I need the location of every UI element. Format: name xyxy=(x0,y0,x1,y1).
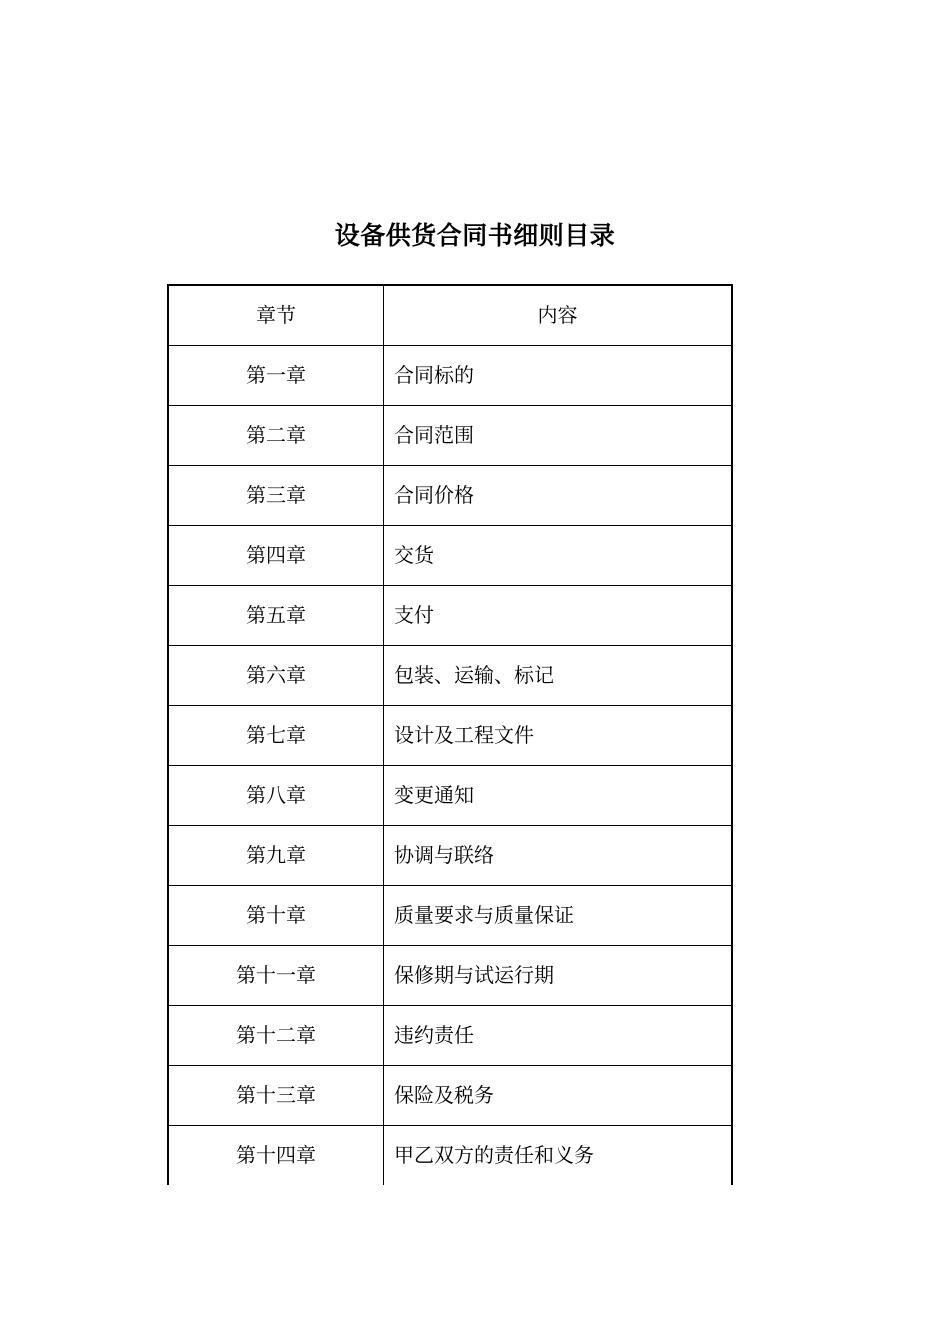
chapter-cell: 第十三章 xyxy=(168,1066,384,1126)
table-row xyxy=(168,1006,732,1066)
column-header-chapter: 章节 xyxy=(168,285,384,346)
table-row xyxy=(168,946,732,1006)
table-row xyxy=(168,886,732,946)
content-cell: 支付 xyxy=(384,586,733,646)
content-cell: 质量要求与质量保证 xyxy=(384,886,733,946)
content-cell: 包装、运输、标记 xyxy=(384,646,733,706)
content-cell: 协调与联络 xyxy=(384,826,733,886)
table-row xyxy=(168,646,732,706)
content-cell: 变更通知 xyxy=(384,766,733,826)
chapter-cell: 第七章 xyxy=(168,706,384,766)
chapter-cell: 第三章 xyxy=(168,466,384,526)
chapter-cell: 第八章 xyxy=(168,766,384,826)
chapter-cell: 第四章 xyxy=(168,526,384,586)
content-cell: 甲乙双方的责任和义务 xyxy=(384,1126,733,1186)
chapter-cell: 第十四章 xyxy=(168,1126,384,1186)
chapter-cell: 第十章 xyxy=(168,886,384,946)
table-row xyxy=(168,1066,732,1126)
table-row xyxy=(168,766,732,826)
content-cell: 保险及税务 xyxy=(384,1066,733,1126)
toc-table xyxy=(167,284,733,1185)
table-row xyxy=(168,586,732,646)
chapter-cell: 第一章 xyxy=(168,346,384,406)
table-row xyxy=(168,1126,732,1186)
chapter-cell: 第二章 xyxy=(168,406,384,466)
column-header-content: 内容 xyxy=(384,285,733,346)
chapter-cell: 第九章 xyxy=(168,826,384,886)
table-row xyxy=(168,826,732,886)
chapter-cell: 第六章 xyxy=(168,646,384,706)
content-cell: 交货 xyxy=(384,526,733,586)
chapter-cell: 第十一章 xyxy=(168,946,384,1006)
content-cell: 违约责任 xyxy=(384,1006,733,1066)
content-cell: 合同标的 xyxy=(384,346,733,406)
chapter-cell: 第五章 xyxy=(168,586,384,646)
table-row xyxy=(168,346,732,406)
page-title: 设备供货合同书细则目录 xyxy=(334,221,616,250)
content-cell: 合同价格 xyxy=(384,466,733,526)
table-row xyxy=(168,706,732,766)
table-row xyxy=(168,406,732,466)
table-row xyxy=(168,466,732,526)
content-cell: 合同范围 xyxy=(384,406,733,466)
table-row xyxy=(168,526,732,586)
table-header-row xyxy=(168,285,732,346)
content-cell: 保修期与试运行期 xyxy=(384,946,733,1006)
chapter-cell: 第十二章 xyxy=(168,1006,384,1066)
content-cell: 设计及工程文件 xyxy=(384,706,733,766)
